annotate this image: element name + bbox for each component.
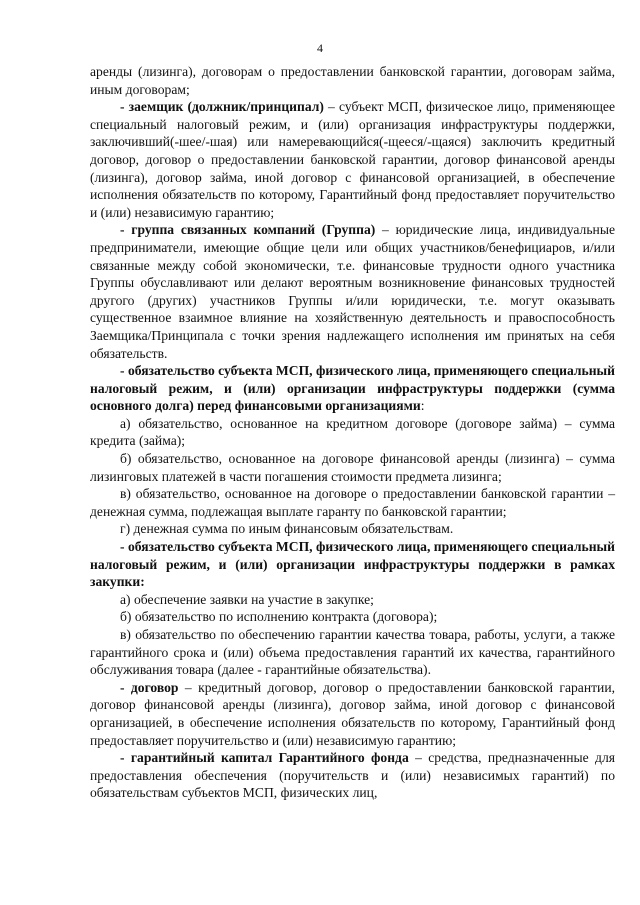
term-obligation-procurement: - обязательство субъекта МСП, физического лица, применяющего специальный налоговый режим, и (или) организации инфраструктуры поддержки в рамках закупки: [90,539,615,590]
term-group: - группа связанных компаний (Группа) [120,222,376,238]
term-obligation-financial: - обязательство субъекта МСП, физического лица, применяющего специальный налоговый режим, и (или) организации инфраструктуры поддержки (сумма основного долга) перед финансовыми организациями [90,363,615,414]
list-item: а) обеспечение заявки на участие в закупке; [120,591,374,607]
document-body [90,63,615,802]
definition-group: - группа связанных компаний (Группа) – юридические лица, индивидуальные предприниматели, имеющие общие цели или общих участников/бенефициаров, и/или связанные между собой экономически, т.е. финансовые трудности одного участника Группы обуславливают или делают вероятным возникновение финансовых трудностей другого (других) участников Группы и/или юридически, т.е. могут оказывать существенное взаимное влияние на хозяйственную деятельность и правоспособность Заемщика/Принципала с точки зрения надлежащего исполнения им принятых на себя обязательств. [90,222,615,361]
list-item: б) обязательство, основанное на договоре финансовой аренды (лизинга) – сумма лизинговых платежей в части погашения стоимости предмета лизинга; [90,451,615,484]
list-item: а) обязательство, основанное на кредитном договоре (договоре займа) – сумма кредита (займа); [90,415,615,449]
definition-contract: - договор – кредитный договор, договор о предоставлении банковской гарантии, договор финансовой аренды (лизинга), договор займа, иной договор с финансовой организацией, в обеспечение исполнения обязательств по которому, Гарантийный фонд предоставляет поручительство и (или) независимую гарантию; [90,679,615,748]
term-borrower: - заемщик (должник/принципал) [120,99,324,115]
list-item: в) обязательство по обеспечению гарантии качества товара, работы, услуги, а также гарантийного срока и (или) объема предоставления гарантий их качества, гарантийного обслуживания товара (далее - гарантийные обязательства). [90,627,615,678]
paragraph: аренды (лизинга), договорам о предоставлении банковской гарантии, договорам займа, иным договорам; [90,64,615,97]
list-item: в) обязательство, основанное на договоре о предоставлении банковской гарантии – денежная сумма, подлежащая выплате гаранту по банковской гарантии; [90,486,615,519]
list-item: б) обязательство по исполнению контракта (договора); [120,609,438,625]
definition-obligation-financial: - обязательство субъекта МСП, физического лица, применяющего специальный налоговый режим, и (или) организации инфраструктуры поддержки (сумма основного долга) перед финансовыми организациями: [90,363,615,414]
term-guarantee-capital: - гарантийный капитал Гарантийного фонда [120,750,409,766]
definition-obligation-procurement [90,538,615,591]
list-item: г) денежная сумма по иным финансовым обязательствам. [120,521,454,537]
definition-borrower: - заемщик (должник/принципал) – субъект МСП, физическое лицо, применяющее специальный налоговый режим, и (или) организация инфраструктуры поддержки, заключивший(-шее/-шая) или намеревающийся(-щееся/-щаяся) заключить кредитный договор, договор о предоставлении банковской гарантии, договор финансовой аренды (лизинга), договор займа, иной договор с финансовой организацией, в обеспечение исполнения обязательств по которому, Гарантийный фонд предоставляет поручительство и (или) независимую гарантию; [90,99,615,220]
definition-guarantee-capital: - гарантийный капитал Гарантийного фонда – средства, предназначенные для предоставления обеспечения (поручительств и (или) независимых гарантий) по обязательствам субъектов МСП, физических лиц, [90,750,615,801]
page-number: 4 [317,41,323,55]
term-contract: - договор [120,679,179,695]
